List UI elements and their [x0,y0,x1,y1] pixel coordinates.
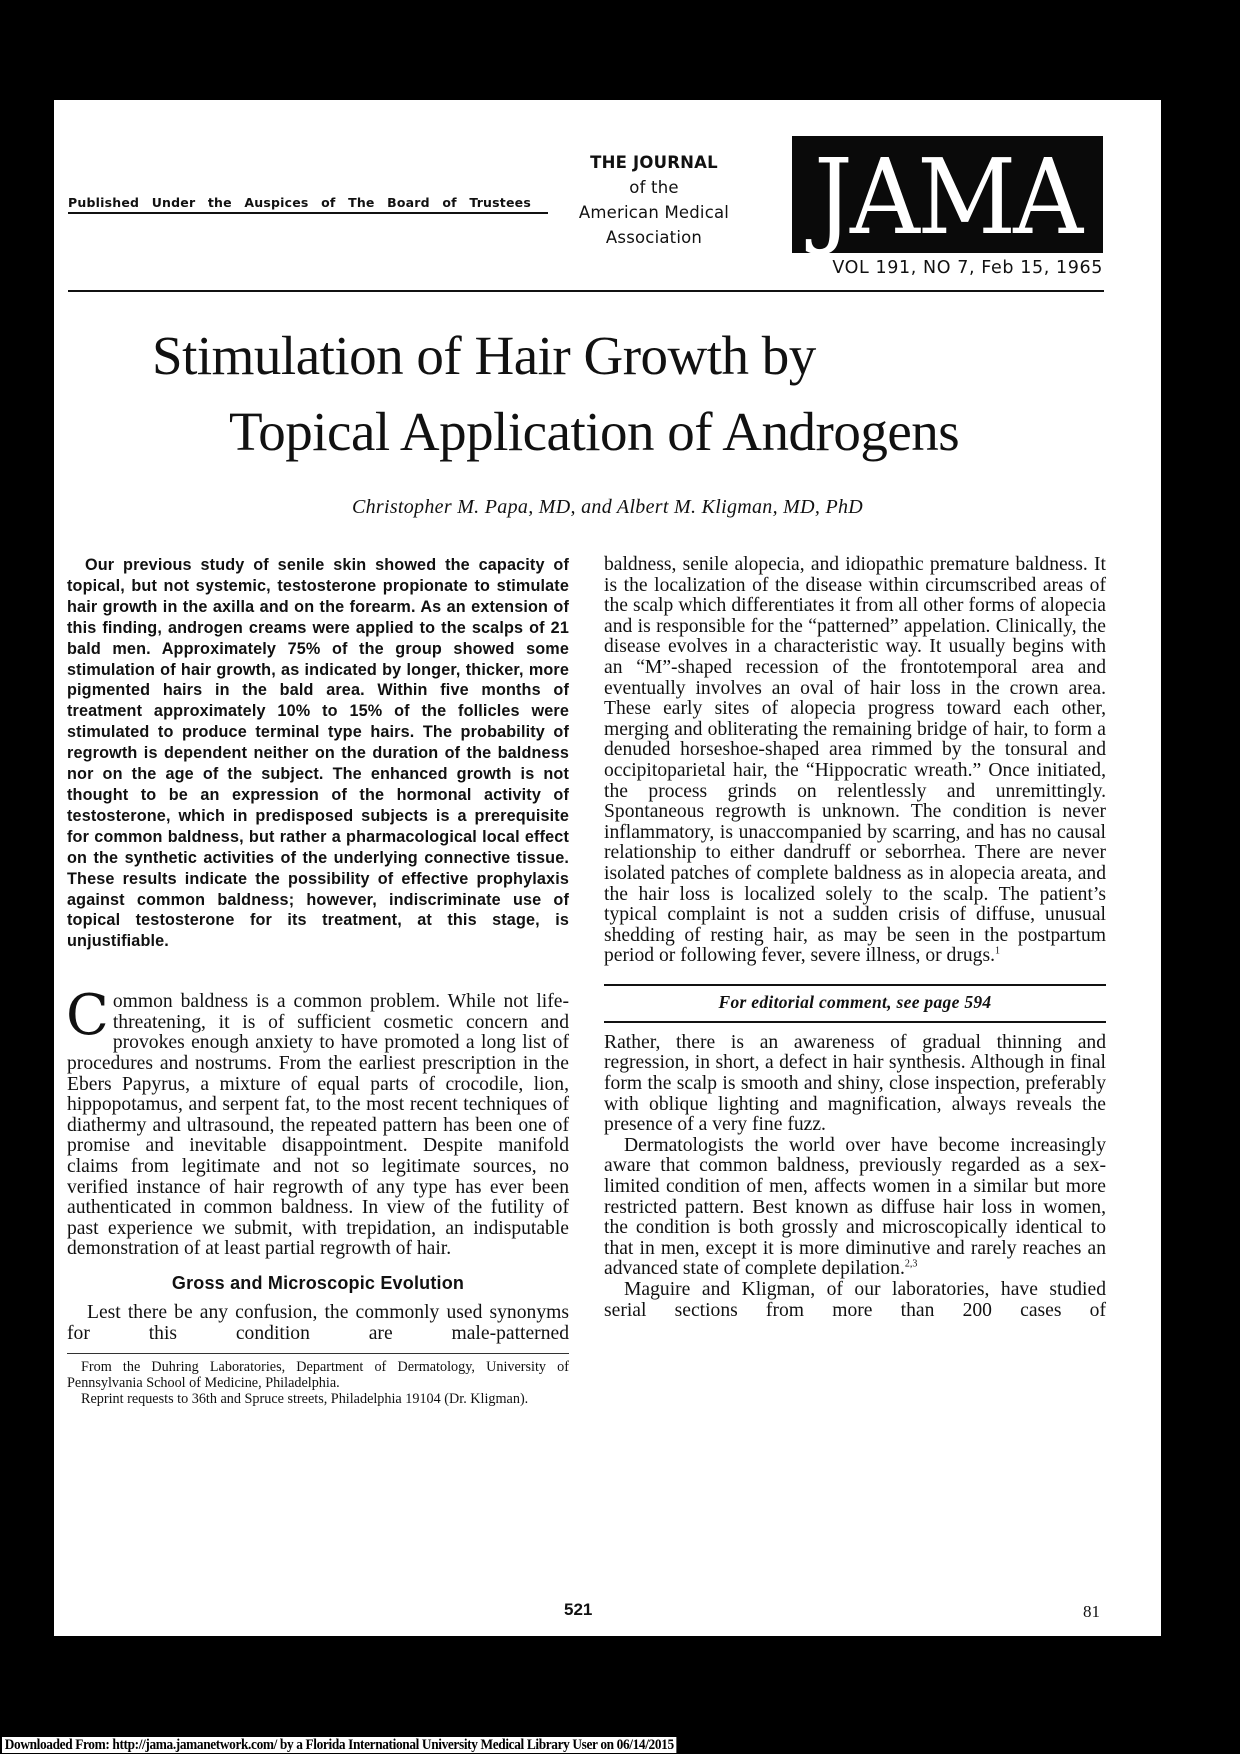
reference-marker: 1 [995,945,1000,957]
article-title-line-1: Stimulation of Hair Growth by [152,325,816,386]
header-divider [68,290,1104,292]
body-paragraph: Rather, there is an awareness of gradual thinning and regression, in short, a defect in hair synthesis. Although in final form the scalp is smooth and shiny, close inspection, preferably with oblique lighting and magnification, always reveals the presence of a very fine fuzz. [604,1031,1106,1136]
page-number: 521 [564,1600,593,1619]
right-column [604,555,1106,1321]
scan-page-number: 81 [1083,1602,1100,1621]
auspices-line: Published Under the Auspices of The Board of Trustees [68,195,548,214]
download-notice: Downloaded From: http://jama.jamanetwork.com/ by a Florida International University Medical Library User on 06/14/2015 [2,1737,677,1753]
left-column [67,555,569,1408]
drop-cap: C [66,983,109,1049]
body-paragraph: Maguire and Kligman, of our laboratories, have studied serial sections from more than 200 cases of [604,1279,1106,1321]
section-paragraph-continued [604,555,1106,967]
jama-logo-text: JAMA [814,135,1081,258]
abstract: Our previous study of senile skin showed the capacity of topical, but not systemic, testosterone propionate to stimulate hair growth in the axilla and on the forearm. As an extension of this finding, androgen creams were applied to the scalps of 21 bald men. Approximately 75% of the group showed some stimulation of hair growth, as indicated by longer, thicker, more pigmented hairs in the bald area. Within five months of treatment approximately 10% to 15% of the follicles were stimulated to produce terminal type hairs. The probability of regrowth is dependent neither on the duration of the baldness nor on the age of the subject. The enhanced growth is not thought to be an expression of the hormonal activity of testosterone, which in predisposed subjects is a prerequisite for common baldness, but rather a pharmacological local effect on the synthetic activities of the underlying connective tissue. These results indicate the possibility of effective prophylaxis against common baldness; however, indiscriminate use of topical testosterone for its treatment, at this stage, is unjustifiable. [67,556,569,951]
body-paragraph [604,1136,1106,1280]
affiliation-footnote: From the Duhring Laboratories, Department of Dermatology, University of Pennsylvania School of Medicine, Philadelphia. [67,1359,569,1391]
intro-text: ommon baldness is a common problem. While not life-threatening, it is of sufficient cosmetic concern and provokes enough anxiety to have promoted a long list of procedures and nostrums. From the earliest prescription in the Ebers Papyrus, a mixture of equal parts of crocodile, lion, hippopotamus, and serpent fat, to the most recent techniques of diathermy and ultrasound, the repeated pattern has been one of promise and inevitable disappointment. Despite manifold claims from legitimate and not so legitimate sources, no verified instance of hair regrowth of any type has ever been authenticated in common baldness. In view of the futility of past experience we submit, with trepidation, an indisputable demonstration of at least partial regrowth of hair. [67,991,569,1260]
journal-name [554,150,754,250]
paragraph-text: Dermatologists the world over have become increasingly aware that common baldness, previously regarded as a sex-limited condition of men, affects women in a similar but more restricted pattern. Best known as diffuse hair loss in women, the condition is both grossly and microscopically identical to that in men, except it is more diminutive and rarely reaches an advanced state of complete depilation. [604,1134,1106,1280]
article-authors: Christopher M. Papa, MD, and Albert M. Kligman, MD, PhD [351,496,864,518]
reference-marker: 2,3 [904,1258,918,1270]
journal-name-line: THE JOURNAL [590,153,718,172]
editorial-comment-note: For editorial comment, see page 594 [604,984,1106,1023]
article-title-line-2: Topical Application of Androgens [229,401,960,462]
journal-name-line: Association [605,228,703,247]
journal-name-line: of the [629,178,679,197]
section-heading: Gross and Microscopic Evolution [171,1272,465,1293]
reprint-footnote: Reprint requests to 36th and Spruce streets, Philadelphia 19104 (Dr. Kligman). [81,1390,529,1407]
section-paragraph-start: Lest there be any confusion, the commonly used synonyms for this condition are male-patterned [67,1301,569,1344]
intro-paragraph [66,983,569,1260]
volume-issue-date: VOL 191, NO 7, Feb 15, 1965 [832,258,1103,278]
journal-name-line: American Medical [578,203,730,222]
footnote-divider [67,1353,569,1354]
journal-page [54,100,1161,1636]
jama-logo [792,135,1103,258]
paragraph-text: baldness, senile alopecia, and idiopathic premature baldness. It is the localization of the disease within circumscribed areas of the scalp which differentiates it from all other forms of alopecia and is responsible for the “patterned” appelation. Clinically, the disease evolves in a characteristic way. It usually begins with an “M”-shaped recession of the frontotemporal area and eventually involves an oval of hair loss in the crown area. These early sites of alopecia progress toward each other, merging and obliterating the remaining bridge of hair, to form a denuded horseshoe-shaped area rimmed by the tonsural and occipitoparietal hair, the “Hippocratic wreath.” Once initiated, the process grinds on relentlessly and unremittingly. Spontaneous regrowth is unknown. The condition is never inflammatory, is unaccompanied by scarring, and has no causal relationship to either dandruff or seborrhea. There are never isolated patches of complete baldness as in alopecia areata, and the hair loss is localized solely to the scalp. The patient’s typical complaint is not a sudden crisis of diffuse, unusual shedding of resting hair, as may be seen in the postpartum period or following fever, severe illness, or drugs. [604,554,1106,967]
